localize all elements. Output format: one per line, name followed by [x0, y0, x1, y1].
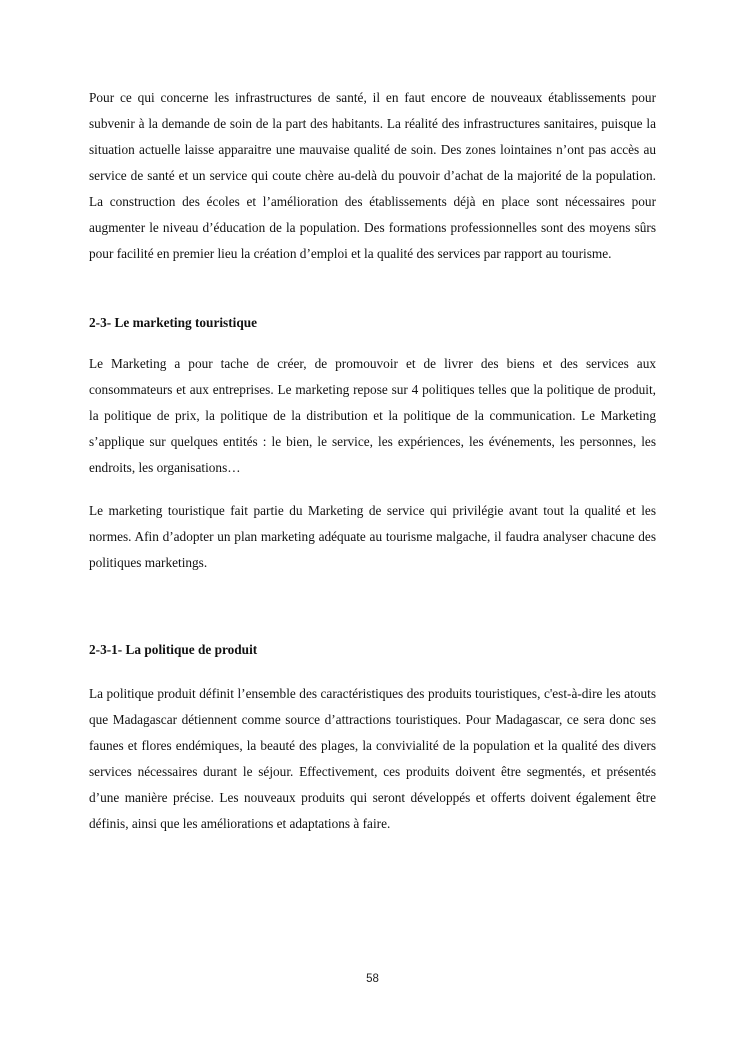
paragraph-marketing-touristique: Le marketing touristique fait partie du Marketing de service qui privilégie avant tout la qualité et les normes. Afin d’adopter un plan marketing adéquate au tourisme malgache, il faudra analyser chacune des politiques marketings.: [89, 503, 656, 570]
paragraph-marketing-definition: Le Marketing a pour tache de créer, de promouvoir et de livrer des biens et des services aux consommateurs et aux entreprises. Le marketing repose sur 4 politiques telles que la politique de produit, la politique de prix, la politique de la distribution et la politique de la communication. Le Marketing s’applique sur quelques entités : le bien, le service, les expériences, les événements, les personnes, les endroits, les organisations…: [89, 356, 656, 475]
page-number: 58: [366, 973, 379, 985]
section-heading-marketing-touristique: 2-3- Le marketing touristique: [89, 315, 258, 330]
paragraph-politique-produit: La politique produit définit l’ensemble des caractéristiques des produits touristiques, c'est-à-dire les atouts que Madagascar détiennent comme source d’attractions touristiques. Pour Madagascar, ce sera donc ses faunes et flores endémiques, la beauté des plages, la convivialité de la population et la qualité des divers services nécessaires durant le séjour. Effectivement, ces produits doivent être segmentés, et présentés d’une manière précise. Les nouveaux produits qui seront développés et offerts doivent également être définis, ainsi que les améliorations et adaptations à faire.: [89, 686, 656, 831]
paragraph-health-infrastructure: Pour ce qui concerne les infrastructures de santé, il en faut encore de nouveaux établissements pour subvenir à la demande de soin de la part des habitants. La réalité des infrastructures sanitaires, puisque la situation actuelle laisse apparaitre une mauvaise qualité de soin. Des zones lointaines n’ont pas accès au service de santé et un service qui coute chère au-delà du pouvoir d’achat de la majorité de la population. La construction des écoles et l’amélioration des établissements déjà en place sont nécessaires pour augmenter le niveau d’éducation de la population. Des formations professionnelles sont des moyens sûrs pour facilité en premier lieu la création d’emploi et la qualité des services par rapport au tourisme.: [89, 90, 656, 261]
subsection-heading-politique-produit: 2-3-1- La politique de produit: [89, 642, 258, 657]
